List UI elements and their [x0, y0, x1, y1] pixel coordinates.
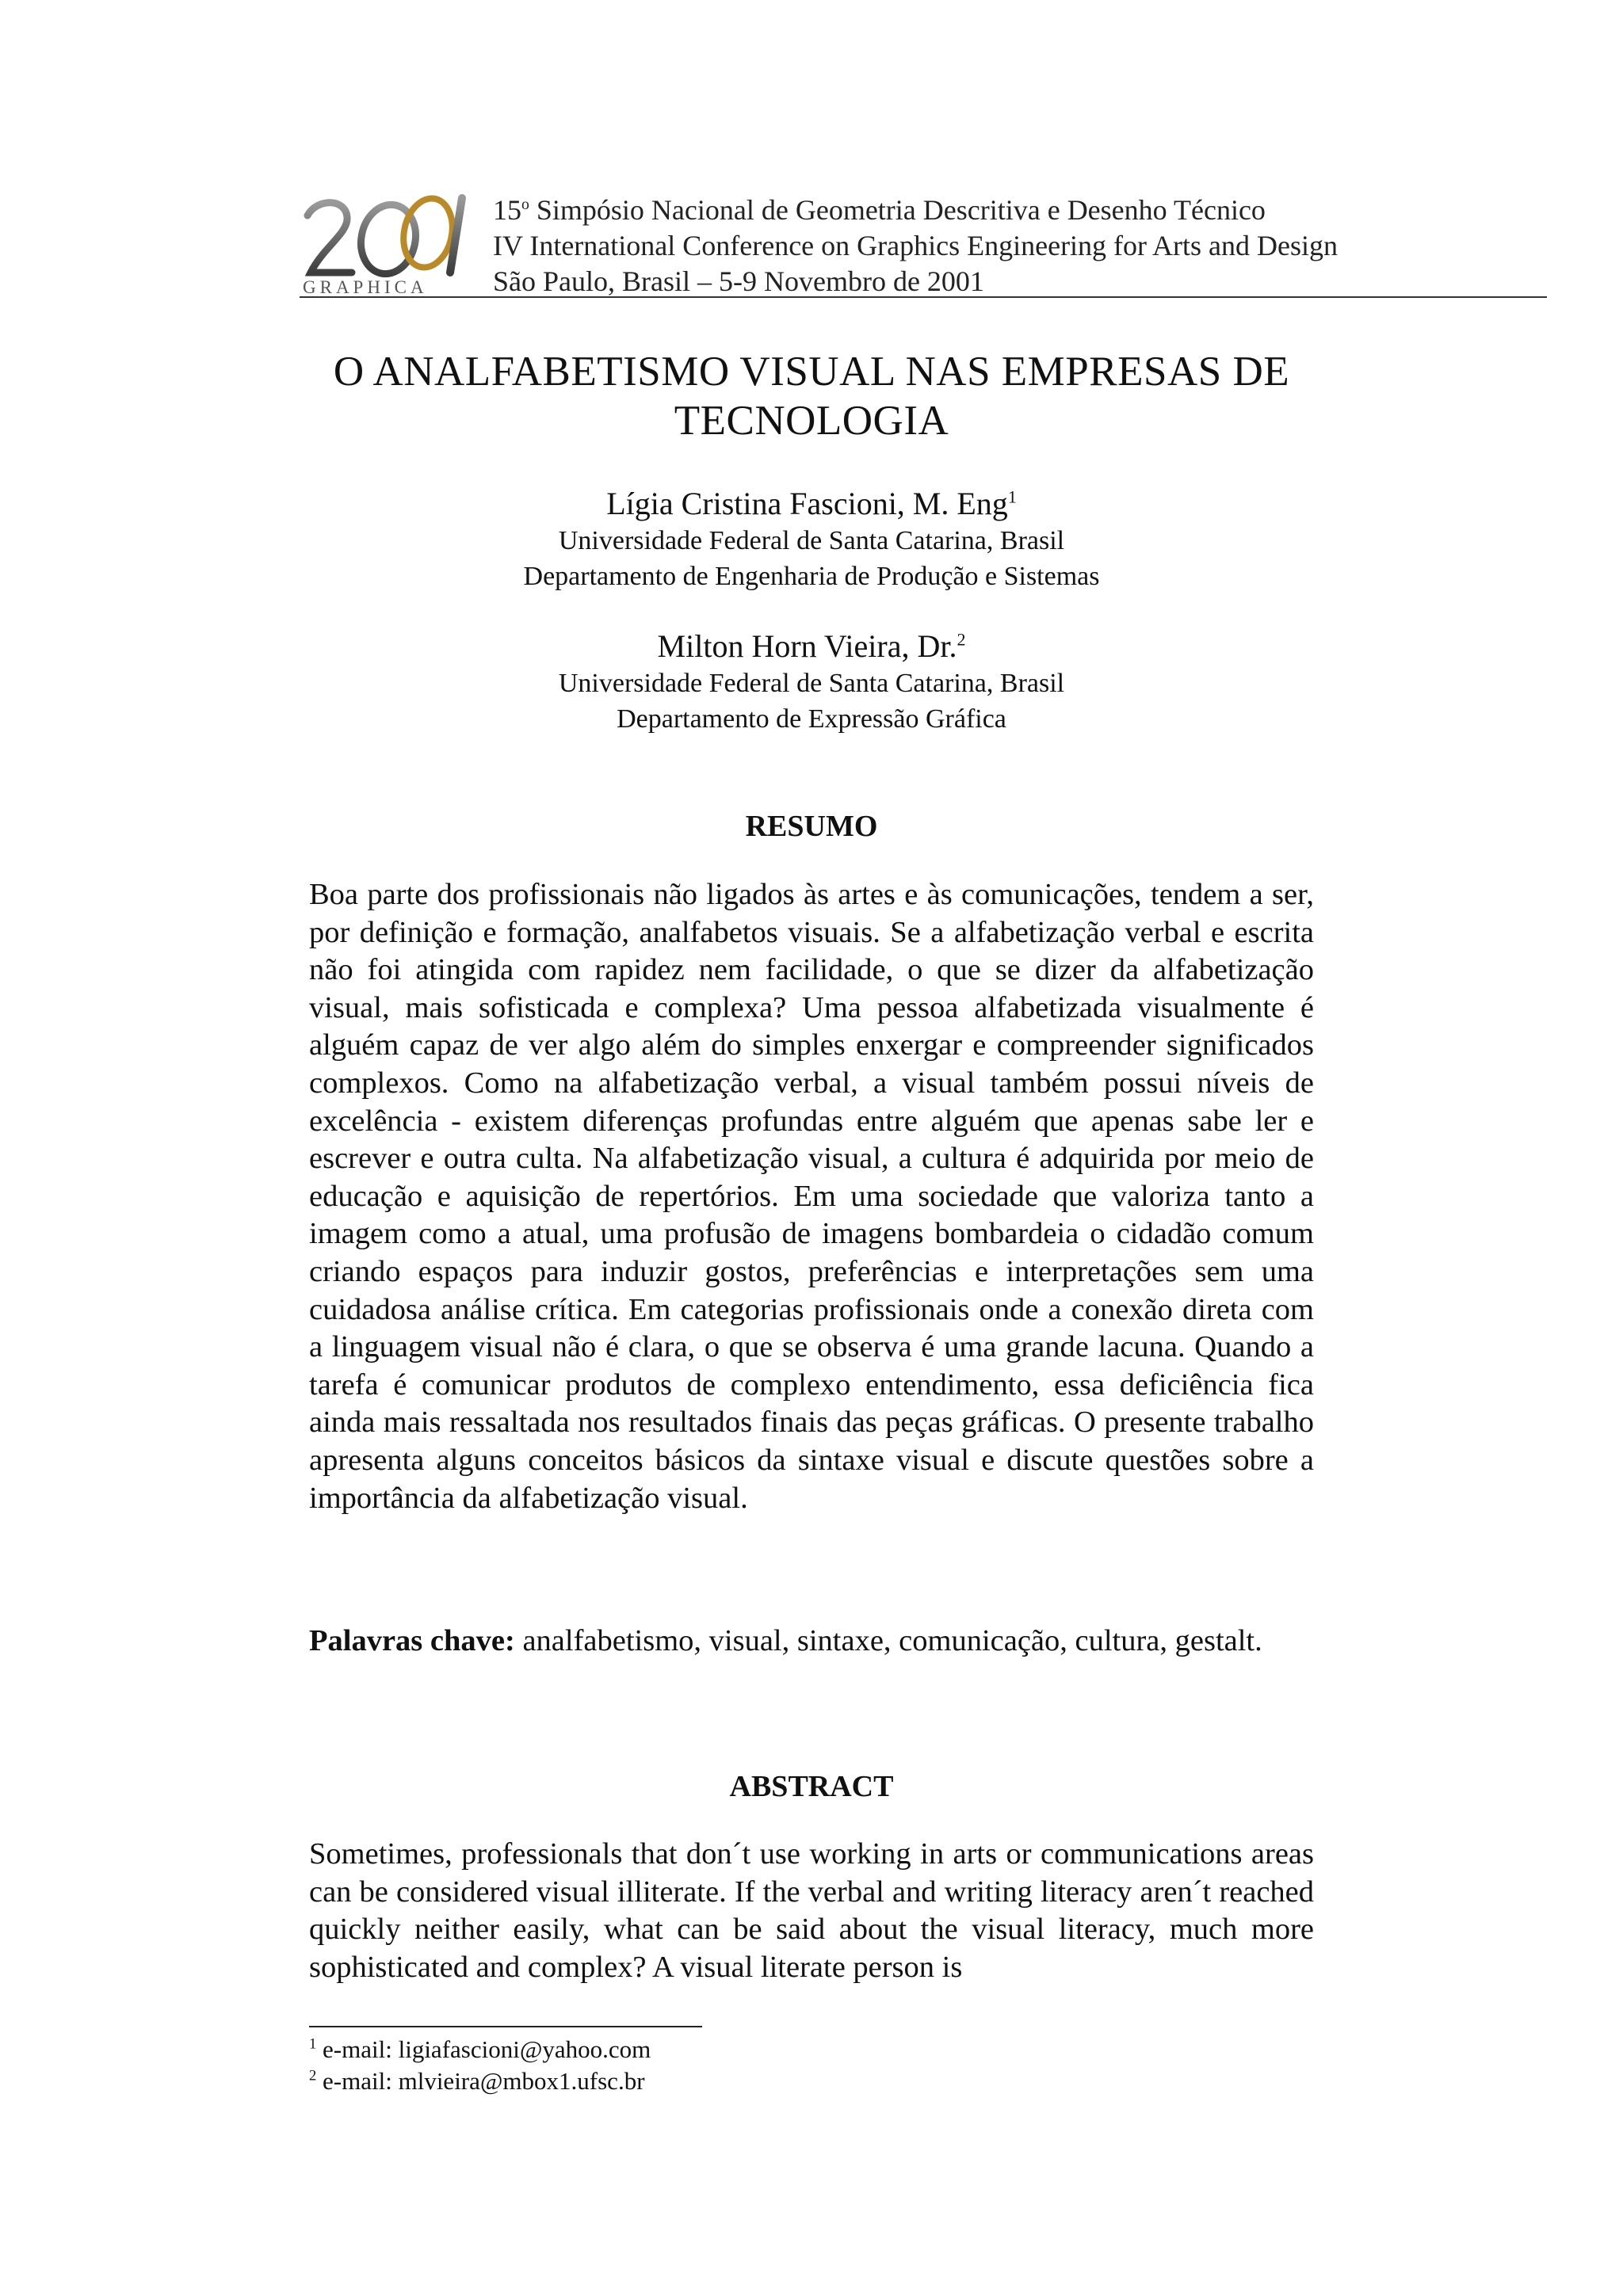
resumo-heading: RESUMO — [745, 810, 878, 843]
conference-header — [493, 193, 1338, 299]
abstract-body: Sometimes, professionals that don´t use working in arts or communications areas can be considered visual illiterate. If the verbal and writing literacy aren´t reached quickly neither easily, what can be said about the visual literacy, much more sophisticated and complex? A visual literate person is — [309, 1837, 1314, 1984]
author-name: Lígia Cristina Fascioni, M. Eng$^1$ — [606, 486, 1017, 521]
conference-line-3: São Paulo, Brasil – 5-9 Novembro de 2001 — [493, 265, 984, 297]
abstract-heading: ABSTRACT — [729, 1770, 894, 1803]
title-line-1: O ANALFABETISMO VISUAL NAS EMPRESAS DE — [333, 349, 1290, 395]
author-department: Departamento de Engenharia de Produção e Sistemas — [523, 562, 1100, 591]
logo-subtext: GRAPHICA — [303, 277, 428, 296]
graphica-2001-logo — [300, 184, 475, 296]
title-line-2: TECNOLOGIA — [674, 398, 949, 444]
keywords — [309, 1621, 1314, 1661]
header-divider — [300, 296, 1547, 298]
keywords-label: Palavras chave: — [309, 1624, 515, 1657]
resumo-body: Boa parte dos profissionais não ligados às artes e às comunicações, tendem a ser, por definição e formação, analfabetos visuais. Se a alfabetização verbal e escrita não foi atingida com rapidez nem facilidade, o que se dizer da alfabetização visual, mais sofisticada e complexa? Uma pessoa alfabetizada visualmente é alguém capaz de ver algo além do simples enxergar e compreender significados complexos. Como na alfabetização verbal, a visual também possui níveis de excelência - existem diferenças profundas entre alguém que apenas sabe ler e escrever e outra culta. Na alfabetização visual, a cultura é adquirida por meio de educação e aquisição de repertórios. Em uma sociedade que valoriza tanto a imagem como a atual, uma profusão de imagens bombardeia o cidadão comum criando espaços para induzir gostos, preferências e interpretações sem uma cuidadosa análise crítica. Em categorias profissionais onde a conexão direta com a linguagem visual não é clara, o que se observa é uma grande lacuna. Quando a tarefa é comunicar produtos de complexo entendimento, essa deficiência fica ainda mais ressaltada nos resultados finais das peças gráficas. O presente trabalho apresenta alguns conceitos básicos da sintaxe visual e discute questões sobre a importância da alfabetização visual. — [309, 878, 1314, 1515]
footnote-1: $^1$ e-mail: ligiafascioni@yahoo.com — [309, 2035, 651, 2063]
author-block-2 — [309, 627, 1314, 737]
keywords-text: analfabetismo, visual, sintaxe, comunicação, cultura, gestalt. — [514, 1624, 1262, 1657]
conference-line-2: IV International Conference on Graphics Engineering for Arts and Design — [493, 230, 1338, 261]
footnote-divider — [309, 2026, 702, 2027]
conference-line-1: 15$^o$ Simpósio Nacional de Geometria Descritiva e Desenho Técnico — [493, 194, 1266, 226]
logo-digits-mark — [307, 194, 462, 279]
author-name: Milton Horn Vieira, Dr.$^2$ — [657, 628, 966, 664]
author-affiliation: Universidade Federal de Santa Catarina, Brasil — [558, 526, 1065, 555]
paper-title — [309, 347, 1314, 445]
author-affiliation: Universidade Federal de Santa Catarina, Brasil — [558, 669, 1065, 698]
footnote-2: $^2$ e-mail: mlvieira@mbox1.ufsc.br — [309, 2067, 645, 2095]
author-block-1 — [309, 485, 1314, 594]
footnotes — [309, 2034, 651, 2097]
author-department: Departamento de Expressão Gráfica — [617, 704, 1006, 734]
